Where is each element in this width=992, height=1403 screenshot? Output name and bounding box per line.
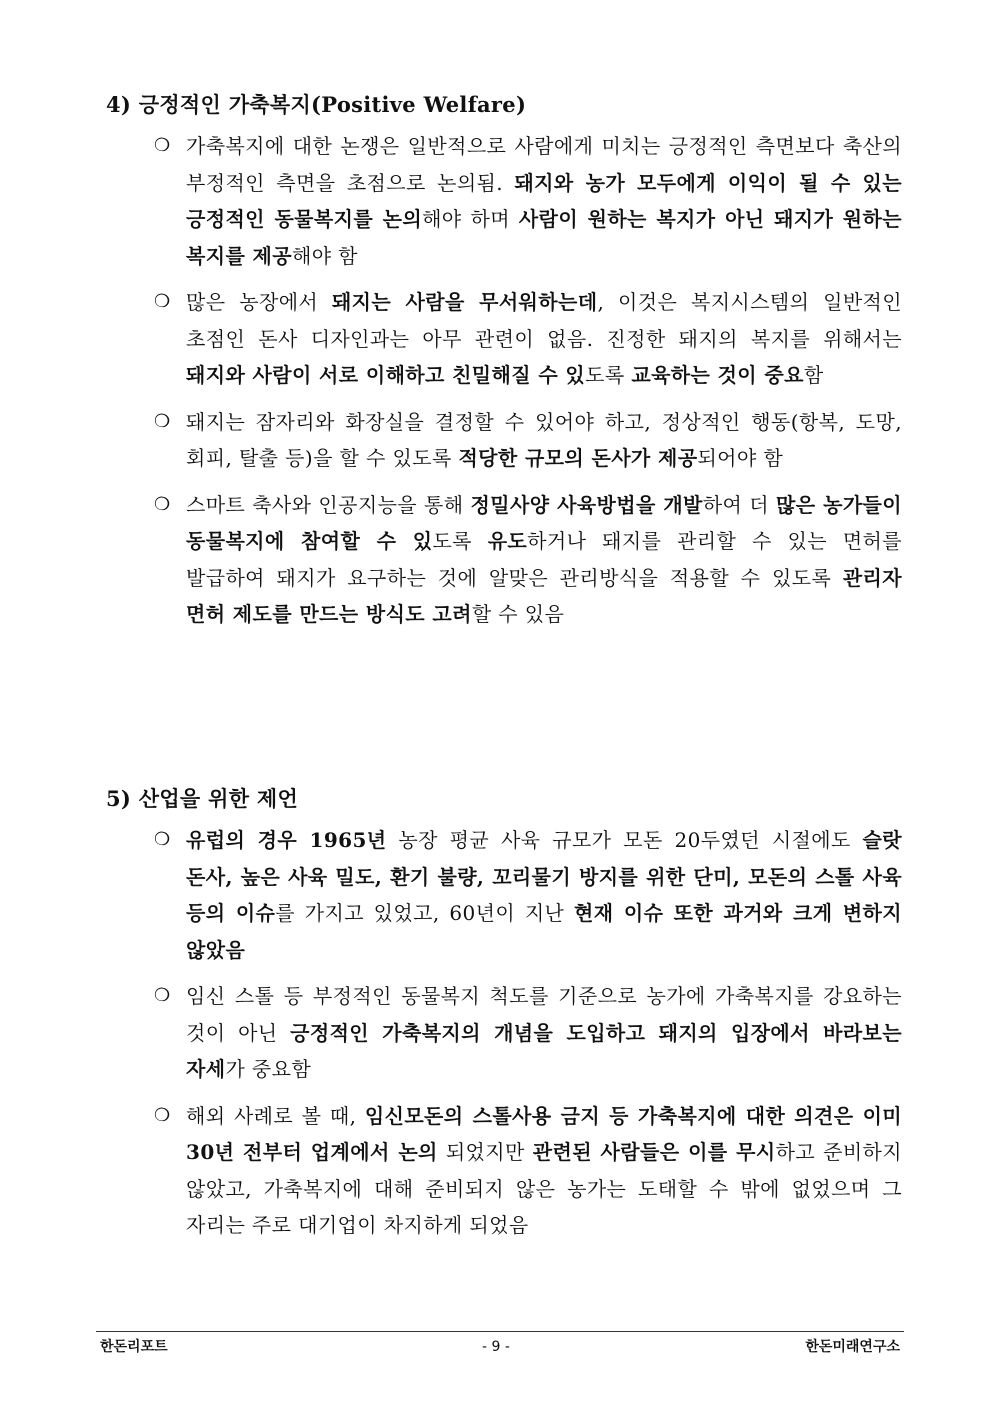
section-industry-suggestions bbox=[96, 782, 902, 1254]
section-title-positive-welfare: 4) 긍정적인 가축복지(Positive Welfare) bbox=[106, 92, 527, 117]
footer-publication-name: 한돈리포트 bbox=[100, 1339, 168, 1355]
circle-bullet-icon: ❍ bbox=[154, 1104, 171, 1126]
bullet-text: 스마트 축사와 인공지능을 통해 정밀사양 사육방법을 개발하여 더 많은 농가들이 동물복지에 참여할 수 있도록 유도하거나 돼지를 관리할 수 있는 면허를 발급하여 돼지가 요구하는 것에 알맞은 관리방식을 적용할 수 있도록 관리자 면허 제도를 만드는 방식도 고려할 수 있음 bbox=[186, 492, 902, 626]
bullet-item bbox=[96, 128, 902, 274]
bullet-text: 돼지는 잠자리와 화장실을 결정할 수 있어야 하고, 정상적인 행동(항복, 도망, 회피, 탈출 등)을 할 수 있도록 적당한 규모의 돈사가 제공되어야 함 bbox=[186, 409, 902, 470]
bullet-text: 유럽의 경우 1965년 농장 평균 사육 규모가 모돈 20두였던 시절에도 슬랏 돈사, 높은 사육 밀도, 환기 불량, 꼬리물기 방지를 위한 단미, 모돈의 스톨 사육 등의 이슈를 가지고 있었고, 60년이 지난 현재 이슈 또한 과거와 크게 변하지 않았음 bbox=[186, 828, 902, 962]
circle-bullet-icon: ❍ bbox=[154, 985, 171, 1006]
bullet-text: 가축복지에 대한 논쟁은 일반적으로 사람에게 미치는 긍정적인 측면보다 축산의 부정적인 측면을 초점으로 논의됨. 돼지와 농가 모두에게 이익이 될 수 있는 긍정적인 동물복지를 논의해야 하며 사람이 원하는 복지가 아닌 돼지가 원하는 복지를 제공해야 함 bbox=[186, 134, 902, 268]
bullet-text: 해외 사례로 볼 때, 임신모돈의 스톨사용 금지 등 가축복지에 대한 의견은 이미 30년 전부터 업계에서 논의 되었지만 관련된 사람들은 이를 무시하고 준비하지 않았고, 가축복지에 대해 준비되지 않은 농가는 도태할 수 밖에 없었으며 그 자리는 주로 대기업이 차지하게 되었음 bbox=[186, 1103, 903, 1237]
footer-organization: 한돈미래연구소 bbox=[805, 1339, 900, 1355]
bullet-item bbox=[96, 1098, 902, 1244]
bullet-item bbox=[96, 487, 902, 633]
circle-bullet-icon: ❍ bbox=[154, 291, 171, 312]
bullet-text: 많은 농장에서 돼지는 사람을 무서워하는데, 이것은 복지시스템의 일반적인 초점인 돈사 디자인과는 아무 관련이 없음. 진정한 돼지의 복지를 위해서는 돼지와 사람이 서로 이해하고 친밀해질 수 있도록 교육하는 것이 중요함 bbox=[186, 290, 902, 387]
section-title-industry-suggestions: 5) 산업을 위한 제언 bbox=[106, 786, 299, 811]
circle-bullet-icon: ❍ bbox=[154, 135, 171, 156]
bullet-item bbox=[96, 404, 902, 477]
circle-bullet-icon: ❍ bbox=[154, 829, 171, 850]
bullet-item bbox=[96, 978, 902, 1088]
section-positive-welfare bbox=[96, 88, 902, 643]
footer-divider bbox=[96, 1331, 904, 1332]
page-number: - 9 - bbox=[482, 1339, 510, 1355]
bullet-text: 임신 스톨 등 부정적인 동물복지 척도를 기준으로 농가에 가축복지를 강요하는 것이 아닌 긍정적인 가축복지의 개념을 도입하고 돼지의 입장에서 바라보는 자세가 중요함 bbox=[186, 984, 902, 1081]
bullet-item bbox=[96, 284, 902, 394]
circle-bullet-icon: ❍ bbox=[154, 410, 171, 432]
circle-bullet-icon: ❍ bbox=[154, 493, 171, 515]
bullet-item bbox=[96, 822, 902, 968]
